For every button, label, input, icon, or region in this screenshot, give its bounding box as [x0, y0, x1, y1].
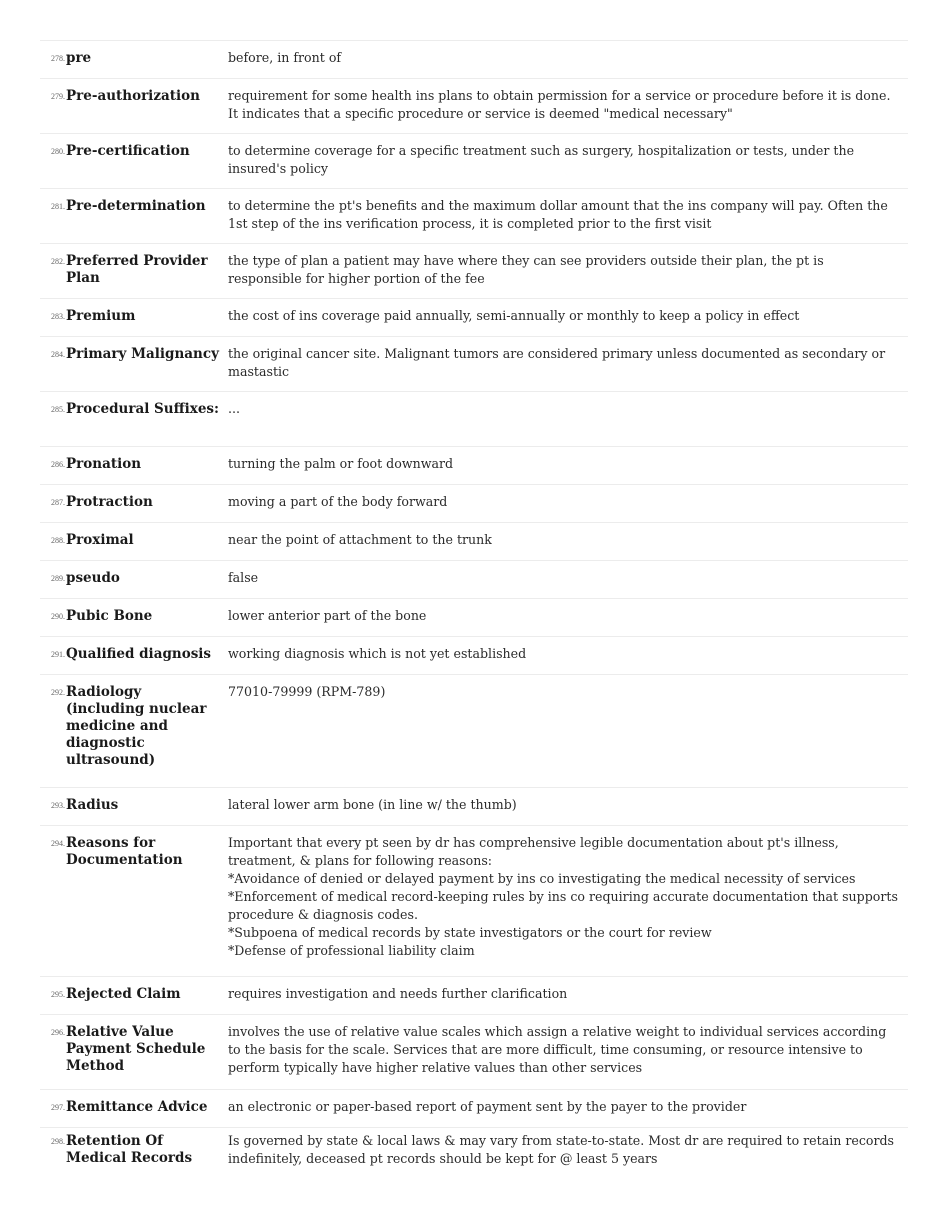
entry-definition — [228, 977, 908, 1014]
definition-line: *Enforcement of medical record-keeping rules by ins co requiring accurate documentation that supports procedure & diagnosis codes. — [228, 889, 898, 922]
entry-number: 281. — [51, 202, 65, 211]
definition-line: *Subpoena of medical records by state investigators or the court for review — [228, 925, 712, 940]
definition-line: the cost of ins coverage paid annually, semi-annually or monthly to keep a policy in effect — [228, 308, 800, 323]
entry-number: 295. — [51, 990, 65, 999]
entry-definition — [228, 1015, 908, 1089]
entry-term: Remittance Advice — [66, 1099, 208, 1115]
glossary-entry — [40, 299, 908, 337]
entry-definition — [228, 337, 908, 391]
entry-number: 280. — [51, 147, 65, 156]
entry-number: 297. — [51, 1103, 65, 1112]
entry-number: 291. — [51, 650, 65, 659]
glossary-entry — [40, 134, 908, 189]
glossary-entry — [40, 1015, 908, 1090]
glossary-entry — [40, 41, 908, 79]
definition-line: *Defense of professional liability claim — [228, 943, 475, 958]
definition-line: requirement for some health ins plans to obtain permission for a service or procedure before it is done. It indicates that a specific procedure or service is deemed "medical necessary" — [228, 88, 891, 121]
definition-line: the type of plan a patient may have where they can see providers outside their plan, the pt is responsible for higher portion of the fee — [228, 253, 824, 286]
entry-number: 293. — [51, 801, 65, 810]
entry-term: Qualified diagnosis — [66, 646, 212, 662]
entry-term: Pre-determination — [66, 198, 206, 214]
definition-line: *Avoidance of denied or delayed payment by ins co investigating the medical necessity of services — [228, 871, 856, 886]
glossary-entry — [40, 244, 908, 299]
glossary-entry — [40, 485, 908, 523]
glossary-entry — [40, 826, 908, 977]
glossary-entry — [40, 788, 908, 826]
glossary-entry — [40, 1090, 908, 1128]
entry-term: Premium — [66, 308, 136, 324]
definition-line: false — [228, 570, 259, 585]
definition-line: before, in front of — [228, 50, 342, 65]
entry-number: 290. — [51, 612, 65, 621]
glossary-entry — [40, 675, 908, 788]
entry-definition — [228, 599, 908, 636]
glossary-entry — [40, 189, 908, 244]
entry-term: Retention Of Medical Records — [66, 1133, 193, 1166]
entry-term: Rejected Claim — [66, 986, 181, 1002]
entry-term: Pronation — [66, 456, 142, 472]
entry-number: 296. — [51, 1028, 65, 1037]
entry-term: Reasons for Documentation — [66, 835, 183, 868]
entry-term: Pre-certification — [66, 143, 190, 159]
entry-number: 284. — [51, 350, 65, 359]
entry-number: 288. — [51, 536, 65, 545]
entry-number: 285. — [51, 405, 65, 414]
entry-definition — [228, 561, 908, 598]
glossary-entry — [40, 977, 908, 1015]
definition-line: near the point of attachment to the trunk — [228, 532, 492, 547]
entry-number: 287. — [51, 498, 65, 507]
entry-term: Pubic Bone — [66, 608, 153, 624]
glossary-entry — [40, 1128, 908, 1178]
entry-term: Procedural Suffixes: — [66, 401, 220, 417]
entry-number: 292. — [51, 688, 65, 697]
glossary-entry — [40, 79, 908, 134]
entry-term: pre — [66, 50, 92, 66]
definition-line: requires investigation and needs further clarification — [228, 986, 568, 1001]
glossary-entry — [40, 599, 908, 637]
entry-definition — [228, 244, 908, 298]
entry-term: Radius — [66, 797, 119, 813]
definition-line: 77010-79999 (RPM-789) — [228, 684, 386, 699]
entry-term: Protraction — [66, 494, 153, 510]
glossary-entry — [40, 392, 908, 447]
entry-definition — [228, 523, 908, 560]
definition-line: Is governed by state & local laws & may vary from state-to-state. Most dr are required to retain records indefinitely, deceased pt records should be kept for @ least 5 years — [228, 1133, 894, 1166]
definition-line: to determine coverage for a specific treatment such as surgery, hospitalization or tests, under the insured's policy — [228, 143, 855, 176]
definition-line: moving a part of the body forward — [228, 494, 448, 509]
entry-term: Radiology (including nuclear medicine and diagnostic ultrasound) — [66, 684, 207, 768]
entry-definition — [228, 637, 908, 674]
entry-term: Preferred Provider Plan — [66, 253, 208, 286]
entry-term: pseudo — [66, 570, 120, 586]
entry-definition — [228, 485, 908, 522]
entry-number: 294. — [51, 839, 65, 848]
definition-line: involves the use of relative value scales which assign a relative weight to individual services according to the basis for the scale. Services that are more difficult, time consuming, or resource intensive to perform typically have higher relative values than other services — [228, 1024, 887, 1075]
glossary-entry — [40, 447, 908, 485]
definition-line: lateral lower arm bone (in line w/ the thumb) — [228, 797, 517, 812]
entry-definition — [228, 134, 908, 188]
glossary-entry — [40, 337, 908, 392]
entry-definition — [228, 189, 908, 243]
definition-line: Important that every pt seen by dr has comprehensive legible documentation about pt's illness, treatment, & plans for following reasons: — [228, 835, 839, 868]
entry-number: 286. — [51, 460, 65, 469]
entry-number: 298. — [51, 1137, 65, 1146]
definition-line: lower anterior part of the bone — [228, 608, 427, 623]
entry-definition — [228, 79, 908, 133]
entry-term: Pre-authorization — [66, 88, 200, 104]
entry-definition — [228, 675, 908, 787]
entry-definition — [228, 299, 908, 336]
entry-definition — [228, 1090, 908, 1127]
entry-definition — [228, 41, 908, 78]
definition-line: the original cancer site. Malignant tumors are considered primary unless documented as secondary or mastastic — [228, 346, 886, 379]
entry-term: Proximal — [66, 532, 134, 548]
definition-line: to determine the pt's benefits and the maximum dollar amount that the ins company will pay. Often the 1st step of the ins verification process, it is completed prior to the first visit — [228, 198, 888, 231]
definition-line: turning the palm or foot downward — [228, 456, 454, 471]
definition-line: working diagnosis which is not yet established — [228, 646, 527, 661]
definition-line: ... — [228, 401, 241, 416]
entry-number: 289. — [51, 574, 65, 583]
entry-definition — [228, 788, 908, 825]
entry-number: 283. — [51, 312, 65, 321]
entry-number: 279. — [51, 92, 65, 101]
entry-definition — [228, 392, 908, 446]
entry-term: Relative Value Payment Schedule Method — [66, 1024, 206, 1074]
glossary-entry — [40, 561, 908, 599]
entry-number: 282. — [51, 257, 65, 266]
entry-definition — [228, 447, 908, 484]
entry-term: Primary Malignancy — [66, 346, 219, 362]
glossary-entry — [40, 523, 908, 561]
entry-number: 278. — [51, 54, 65, 63]
definition-line: an electronic or paper-based report of payment sent by the payer to the provider — [228, 1099, 747, 1114]
entry-definition — [228, 1128, 908, 1178]
glossary-entry — [40, 637, 908, 675]
entry-definition — [228, 826, 908, 976]
glossary-table — [40, 40, 908, 1178]
